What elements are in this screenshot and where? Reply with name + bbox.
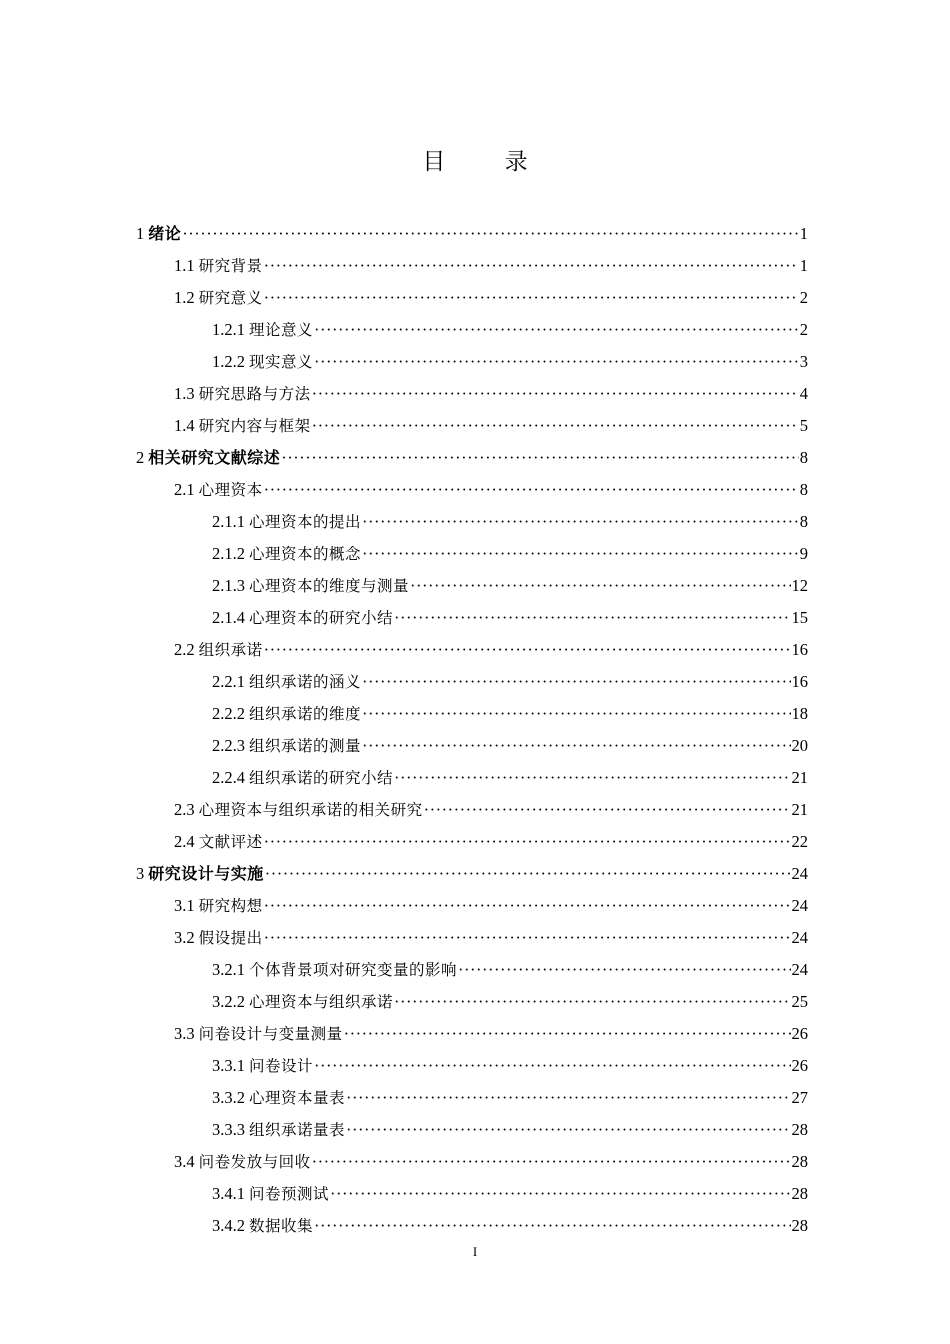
toc-entry-title: 研究设计与实施 — [148, 864, 264, 883]
toc-entry-page: 15 — [791, 608, 808, 627]
toc-entry-title: 研究思路与方法 — [198, 385, 311, 403]
toc-entry-number: 3.3 — [174, 1024, 195, 1043]
toc-entry-page: 26 — [791, 1024, 808, 1043]
toc-dot-leader — [264, 288, 799, 308]
toc-entry-number: 2.2.2 — [212, 704, 245, 723]
toc-entry[interactable] — [174, 404, 808, 436]
toc-entry[interactable] — [174, 884, 808, 916]
page-number: I — [472, 1244, 478, 1259]
toc-dot-leader — [362, 544, 799, 564]
toc-entry-number: 2.2 — [174, 640, 195, 659]
toc-entry-title: 绪论 — [148, 224, 182, 243]
toc-entry[interactable] — [174, 916, 808, 948]
toc-entry[interactable] — [212, 596, 808, 628]
toc-entry[interactable] — [174, 1012, 808, 1044]
toc-dot-leader — [424, 800, 791, 820]
toc-entry-title: 研究内容与框架 — [198, 417, 311, 435]
toc-entry-number: 3.2 — [174, 928, 195, 947]
toc-entry-title: 心理资本的研究小结 — [249, 609, 394, 627]
toc-entry[interactable] — [136, 212, 808, 244]
toc-entry-page: 21 — [791, 800, 808, 819]
toc-entry-title: 问卷发放与回收 — [198, 1153, 311, 1171]
toc-entry[interactable] — [212, 660, 808, 692]
toc-entry-page: 8 — [799, 512, 808, 531]
toc-entry-title: 问卷设计与变量测量 — [198, 1025, 343, 1043]
toc-dot-leader — [264, 896, 791, 916]
toc-entry-number: 3.1 — [174, 896, 195, 915]
toc-entry-number: 1.4 — [174, 416, 195, 435]
toc-dot-leader — [264, 640, 791, 660]
toc-entry-title: 心理资本与组织承诺 — [249, 993, 394, 1011]
toc-entry-number: 3.3.1 — [212, 1056, 245, 1075]
toc-dot-leader — [265, 864, 791, 884]
toc-dot-leader — [362, 512, 799, 532]
toc-dot-leader — [410, 576, 790, 596]
toc-entry-page: 5 — [799, 416, 808, 435]
toc-entry-number: 1.2 — [174, 288, 195, 307]
toc-dot-leader — [362, 672, 790, 692]
toc-entry[interactable] — [212, 724, 808, 756]
toc-entry-number: 2.4 — [174, 832, 195, 851]
toc-entry-number: 2.1.1 — [212, 512, 245, 531]
toc-dot-leader — [394, 608, 790, 628]
toc-dot-leader — [264, 832, 791, 852]
toc-entry-number: 3.2.2 — [212, 992, 245, 1011]
toc-entry-page: 9 — [799, 544, 808, 563]
toc-entry-number: 3.4.1 — [212, 1184, 245, 1203]
toc-entry-number: 3.4.2 — [212, 1216, 245, 1235]
toc-entry-title: 假设提出 — [198, 929, 263, 947]
toc-entry-number: 2.1.3 — [212, 576, 245, 595]
toc-entry-page: 1 — [799, 256, 808, 275]
toc-entry-title: 相关研究文献综述 — [148, 448, 281, 467]
toc-entry-number: 3.3.2 — [212, 1088, 245, 1107]
toc-entry-number: 3.3.3 — [212, 1120, 245, 1139]
toc-entry[interactable] — [174, 468, 808, 500]
toc-entry-page: 21 — [791, 768, 808, 787]
toc-entry[interactable] — [174, 1140, 808, 1172]
toc-dot-leader — [346, 1088, 790, 1108]
toc-entry[interactable] — [212, 1076, 808, 1108]
toc-entry-page: 22 — [791, 832, 808, 851]
toc-entry-number: 1.1 — [174, 256, 195, 275]
toc-entry-number: 3.2.1 — [212, 960, 245, 979]
toc-entry-title: 组织承诺的涵义 — [249, 673, 362, 691]
toc-dot-leader — [264, 256, 799, 276]
toc-entry[interactable] — [212, 1108, 808, 1140]
toc-entry[interactable] — [174, 820, 808, 852]
toc-entry-title: 组织承诺的测量 — [249, 737, 362, 755]
toc-entry-page: 16 — [791, 640, 808, 659]
toc-entry-title: 研究背景 — [198, 257, 263, 275]
toc-dot-leader — [312, 416, 799, 436]
toc-entry-number: 2.2.1 — [212, 672, 245, 691]
toc-entry-page: 26 — [791, 1056, 808, 1075]
toc-dot-leader — [314, 1216, 790, 1236]
toc-entry[interactable] — [174, 276, 808, 308]
toc-entry[interactable] — [212, 308, 808, 340]
toc-entry-page: 24 — [791, 896, 808, 915]
toc-entry-title: 心理资本量表 — [249, 1089, 346, 1107]
toc-entry-title: 研究意义 — [198, 289, 263, 307]
toc-entry[interactable] — [212, 1204, 808, 1236]
toc-entry[interactable] — [174, 244, 808, 276]
toc-entry[interactable] — [136, 852, 808, 884]
toc-entry-title: 心理资本的维度与测量 — [249, 577, 410, 595]
toc-entry-page: 18 — [791, 704, 808, 723]
toc-entry-number: 2.2.3 — [212, 736, 245, 755]
toc-entry-number: 2.3 — [174, 800, 195, 819]
toc-entry-page: 1 — [799, 224, 808, 243]
toc-entry-page: 27 — [791, 1088, 808, 1107]
toc-entry[interactable] — [212, 756, 808, 788]
toc-entry[interactable] — [212, 948, 808, 980]
toc-entry-number: 2 — [136, 448, 145, 467]
toc-entry-title: 组织承诺的维度 — [249, 705, 362, 723]
toc-entry-number: 1.2.1 — [212, 320, 245, 339]
toc-entry[interactable] — [212, 500, 808, 532]
toc-dot-leader — [394, 768, 790, 788]
toc-entry-title: 现实意义 — [249, 353, 314, 371]
toc-entry-title: 心理资本的提出 — [249, 513, 362, 531]
toc-entry-page: 28 — [791, 1216, 808, 1235]
toc-entry-title: 理论意义 — [249, 321, 314, 339]
toc-entry-number: 1.3 — [174, 384, 195, 403]
toc-entry[interactable] — [212, 532, 808, 564]
toc-entry-page: 8 — [799, 448, 808, 467]
toc-entry-number: 3 — [136, 864, 145, 883]
toc-entry-title: 心理资本与组织承诺的相关研究 — [198, 801, 423, 819]
toc-entry[interactable] — [212, 1172, 808, 1204]
toc-entry-page: 28 — [791, 1120, 808, 1139]
toc-entry-title: 组织承诺量表 — [249, 1121, 346, 1139]
toc-entry-title: 心理资本 — [198, 481, 263, 499]
toc-entry-title: 研究构想 — [198, 897, 263, 915]
toc-entry[interactable] — [136, 436, 808, 468]
toc-entry[interactable] — [212, 340, 808, 372]
toc-entry[interactable] — [212, 564, 808, 596]
toc-dot-leader — [182, 224, 798, 244]
toc-entry-title: 问卷预测试 — [249, 1185, 330, 1203]
toc-entry-title: 组织承诺的研究小结 — [249, 769, 394, 787]
toc-entry-page: 24 — [791, 864, 808, 883]
toc-dot-leader — [264, 480, 799, 500]
toc-dot-leader — [362, 704, 790, 724]
toc-entry[interactable] — [212, 1044, 808, 1076]
toc-entry-number: 3.4 — [174, 1152, 195, 1171]
toc-dot-leader — [330, 1184, 790, 1204]
toc-entry-page: 3 — [799, 352, 808, 371]
toc-entry[interactable] — [174, 372, 808, 404]
toc-entry-page: 20 — [791, 736, 808, 755]
toc-dot-leader — [346, 1120, 790, 1140]
toc-entry[interactable] — [212, 980, 808, 1012]
toc-dot-leader — [281, 448, 798, 468]
toc-entry-title: 数据收集 — [249, 1217, 314, 1235]
toc-entry-title: 问卷设计 — [249, 1057, 314, 1075]
toc-dot-leader — [312, 1152, 791, 1172]
toc-entry-title: 组织承诺 — [198, 641, 263, 659]
toc-entry-title: 心理资本的概念 — [249, 545, 362, 563]
toc-entry[interactable] — [174, 788, 808, 820]
toc-dot-leader — [394, 992, 790, 1012]
toc-entry-page: 24 — [791, 928, 808, 947]
toc-entry-page: 2 — [799, 320, 808, 339]
toc-entry-page: 25 — [791, 992, 808, 1011]
toc-dot-leader — [314, 1056, 790, 1076]
toc-entry-page: 8 — [799, 480, 808, 499]
toc-entry-number: 2.1.4 — [212, 608, 245, 627]
toc-entry-page: 12 — [791, 576, 808, 595]
toc-entry-number: 2.2.4 — [212, 768, 245, 787]
toc-entry-page: 2 — [799, 288, 808, 307]
toc-dot-leader — [362, 736, 790, 756]
toc-entry-page: 24 — [791, 960, 808, 979]
toc-entry-page: 16 — [791, 672, 808, 691]
toc-entry-title: 文献评述 — [198, 833, 263, 851]
toc-entry[interactable] — [174, 628, 808, 660]
toc-entry-page: 28 — [791, 1184, 808, 1203]
toc-entry-number: 2.1.2 — [212, 544, 245, 563]
toc-entry-page: 4 — [799, 384, 808, 403]
toc-dot-leader — [344, 1024, 791, 1044]
toc-entry-number: 1 — [136, 224, 145, 243]
toc-dot-leader — [314, 320, 799, 340]
toc-dot-leader — [264, 928, 791, 948]
toc-dot-leader — [312, 384, 799, 404]
toc-entry-number: 1.2.2 — [212, 352, 245, 371]
toc-dot-leader — [314, 352, 799, 372]
toc-entry[interactable] — [212, 692, 808, 724]
toc-dot-leader — [458, 960, 790, 980]
toc-entry-page: 28 — [791, 1152, 808, 1171]
page-title: 目 录 — [422, 149, 554, 175]
toc-entry-number: 2.1 — [174, 480, 195, 499]
toc-entry-title: 个体背景项对研究变量的影响 — [249, 961, 458, 979]
